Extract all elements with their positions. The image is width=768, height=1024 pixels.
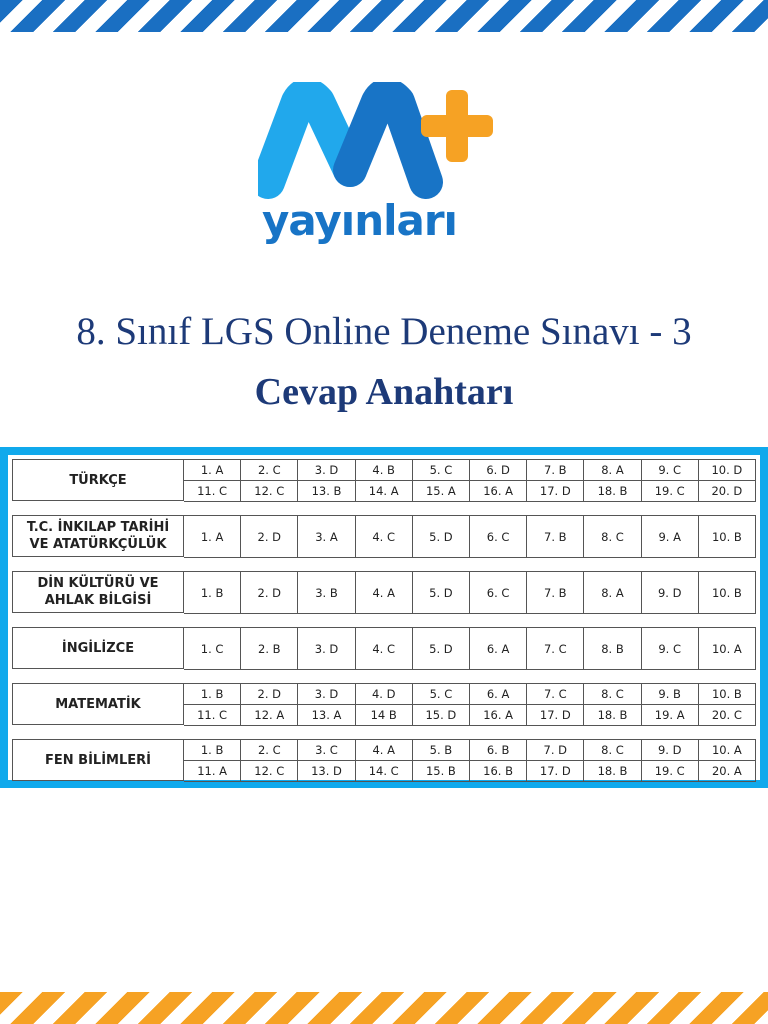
answer-cell: 9. C xyxy=(642,460,699,481)
answer-grid xyxy=(183,571,756,613)
subject-label: FEN BİLİMLERİ xyxy=(12,739,184,781)
answer-cell: 2. C xyxy=(241,740,298,761)
answer-cell: 17. D xyxy=(527,761,584,782)
answer-grid xyxy=(183,683,756,725)
bottom-stripe-border xyxy=(0,992,768,1024)
answer-cell: 8. C xyxy=(584,684,641,705)
answer-cell: 8. C xyxy=(584,516,641,558)
answer-cell: 19. A xyxy=(642,705,699,726)
answer-cell: 4. A xyxy=(356,572,413,614)
answer-cell: 7. C xyxy=(527,628,584,670)
answer-grid xyxy=(183,627,756,669)
answer-cell: 1. A xyxy=(184,460,241,481)
answer-cell: 13. B xyxy=(298,481,355,502)
answer-cell: 8. A xyxy=(584,572,641,614)
answer-cell: 5. C xyxy=(413,460,470,481)
answer-cell: 4. B xyxy=(356,460,413,481)
answer-cell: 16. A xyxy=(470,705,527,726)
answer-cell: 4. C xyxy=(356,628,413,670)
answer-cell: 1. B xyxy=(184,572,241,614)
answer-grid xyxy=(183,459,756,501)
answer-cell: 6. C xyxy=(470,572,527,614)
answer-cell: 2. C xyxy=(241,460,298,481)
answer-cell: 4. D xyxy=(356,684,413,705)
answer-cell: 11. C xyxy=(184,705,241,726)
answer-cell: 4. A xyxy=(356,740,413,761)
answer-cell: 3. B xyxy=(298,572,355,614)
answer-cell: 5. D xyxy=(413,516,470,558)
answer-cell: 7. D xyxy=(527,740,584,761)
answer-cell: 13. A xyxy=(298,705,355,726)
answer-cell: 6. D xyxy=(470,460,527,481)
answer-cell: 10. B xyxy=(699,572,756,614)
subject-label: T.C. İNKILAP TARİHİ VE ATATÜRKÇÜLÜK xyxy=(12,515,184,557)
answer-cell: 15. B xyxy=(413,761,470,782)
answer-cell: 1. B xyxy=(184,684,241,705)
answer-cell: 3. A xyxy=(298,516,355,558)
answer-cell: 5. D xyxy=(413,572,470,614)
answer-key-table xyxy=(8,455,760,780)
answer-cell: 18. B xyxy=(584,481,641,502)
answer-cell: 4. C xyxy=(356,516,413,558)
answer-cell: 19. C xyxy=(642,481,699,502)
answer-cell: 11. A xyxy=(184,761,241,782)
answer-cell: 1. A xyxy=(184,516,241,558)
answer-cell: 10. A xyxy=(699,740,756,761)
answer-cell: 15. A xyxy=(413,481,470,502)
answer-cell: 8. A xyxy=(584,460,641,481)
subject-label: DİN KÜLTÜRÜ VE AHLAK BİLGİSİ xyxy=(12,571,184,613)
answer-cell: 12. C xyxy=(241,481,298,502)
answer-cell: 14. A xyxy=(356,481,413,502)
answer-cell: 12. A xyxy=(241,705,298,726)
answer-cell: 3. D xyxy=(298,460,355,481)
answer-grid xyxy=(183,515,756,557)
answer-cell: 5. B xyxy=(413,740,470,761)
brand-name: yayınları xyxy=(262,196,457,245)
answer-cell: 5. D xyxy=(413,628,470,670)
answer-cell: 10. B xyxy=(699,684,756,705)
answer-cell: 20. C xyxy=(699,705,756,726)
answer-grid xyxy=(183,739,756,781)
answer-cell: 9. D xyxy=(642,572,699,614)
answer-cell: 10. B xyxy=(699,516,756,558)
answer-cell: 11. C xyxy=(184,481,241,502)
answer-cell: 14. C xyxy=(356,761,413,782)
answer-cell: 2. D xyxy=(241,572,298,614)
answer-cell: 1. B xyxy=(184,740,241,761)
answer-cell: 6. A xyxy=(470,628,527,670)
answer-cell: 9. D xyxy=(642,740,699,761)
top-stripe-border xyxy=(0,0,768,32)
answer-cell: 6. A xyxy=(470,684,527,705)
answer-cell: 8. B xyxy=(584,628,641,670)
answer-cell: 17. D xyxy=(527,481,584,502)
answer-cell: 20. A xyxy=(699,761,756,782)
answer-cell: 16. B xyxy=(470,761,527,782)
answer-cell: 2. B xyxy=(241,628,298,670)
answer-cell: 9. A xyxy=(642,516,699,558)
answer-cell: 3. D xyxy=(298,684,355,705)
answer-cell: 10. A xyxy=(699,628,756,670)
answer-cell: 2. D xyxy=(241,516,298,558)
answer-key-frame xyxy=(0,447,768,788)
answer-cell: 6. C xyxy=(470,516,527,558)
answer-cell: 7. C xyxy=(527,684,584,705)
answer-cell: 1. C xyxy=(184,628,241,670)
subject-label: İNGİLİZCE xyxy=(12,627,184,669)
answer-cell: 8. C xyxy=(584,740,641,761)
answer-cell: 7. B xyxy=(527,572,584,614)
answer-cell: 13. D xyxy=(298,761,355,782)
answer-cell: 3. C xyxy=(298,740,355,761)
answer-cell: 6. B xyxy=(470,740,527,761)
answer-cell: 12. C xyxy=(241,761,298,782)
answer-cell: 19. C xyxy=(642,761,699,782)
answer-cell: 15. D xyxy=(413,705,470,726)
answer-cell: 14 B xyxy=(356,705,413,726)
answer-cell: 7. B xyxy=(527,460,584,481)
answer-cell: 5. C xyxy=(413,684,470,705)
answer-cell: 18. B xyxy=(584,705,641,726)
answer-cell: 10. D xyxy=(699,460,756,481)
answer-cell: 17. D xyxy=(527,705,584,726)
answer-cell: 20. D xyxy=(699,481,756,502)
answer-cell: 2. D xyxy=(241,684,298,705)
answer-cell: 7. B xyxy=(527,516,584,558)
answer-cell: 3. D xyxy=(298,628,355,670)
subject-label: MATEMATİK xyxy=(12,683,184,725)
page-subtitle: Cevap Anahtarı xyxy=(254,371,514,413)
answer-cell: 16. A xyxy=(470,481,527,502)
answer-cell: 9. C xyxy=(642,628,699,670)
answer-cell: 18. B xyxy=(584,761,641,782)
page-title: 8. Sınıf LGS Online Deneme Sınavı - 3 xyxy=(76,310,692,353)
answer-cell: 9. B xyxy=(642,684,699,705)
subject-label: TÜRKÇE xyxy=(12,459,184,501)
